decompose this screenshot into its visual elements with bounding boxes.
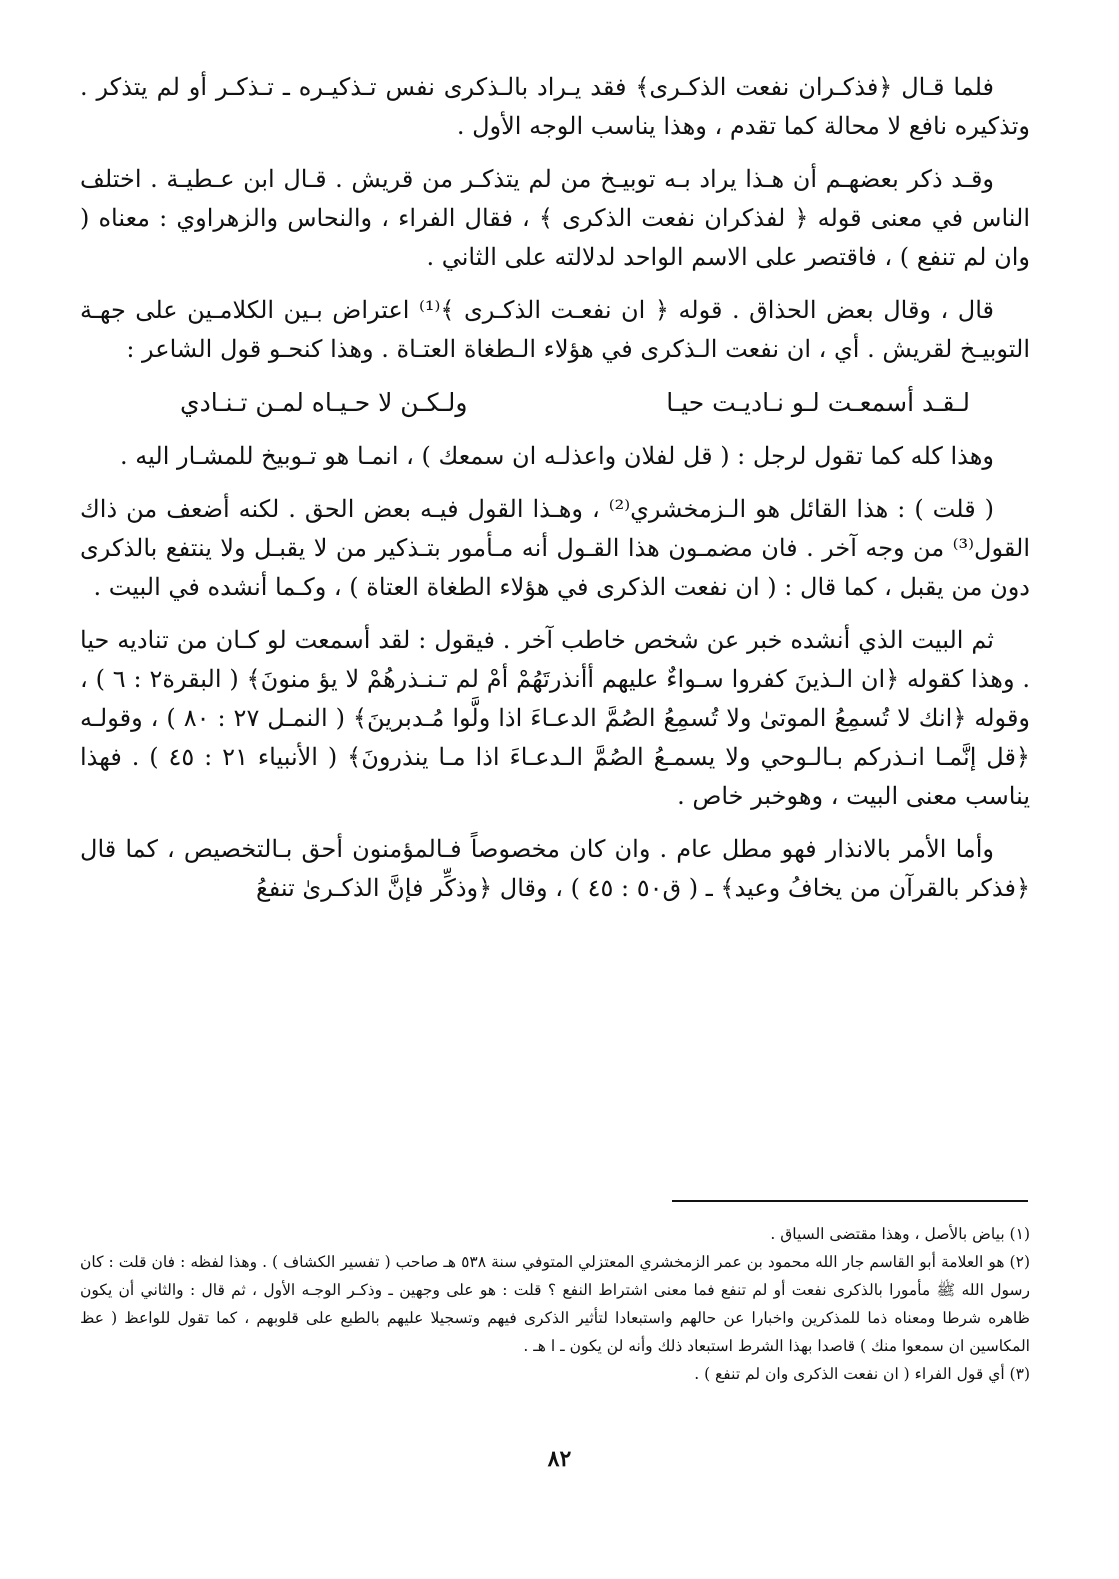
footnote-1: (١) بياض بالأصل ، وهذا مقتضى السياق . bbox=[770, 1225, 1030, 1243]
page-number: ٨٢ bbox=[547, 1446, 572, 1472]
paragraph-4: وهذا كله كما تقول لرجل : ( قل لفلان واعذلـه ان سمعك ) ، انمـا هو تـوبيخ للمشـار اليه . bbox=[120, 442, 994, 470]
footnote-separator bbox=[672, 1200, 1028, 1202]
footnote-2: (٢) هو العلامة أبو القاسم جار الله محمود بن عمر الزمخشري المعتزلي المتوفي سنة ٥٣٨ هـ صاحب ( تفسير الكشاف ) . وهذا لفظه : فان قلت : كان رسول الله ﷺ مأمورا بالذكرى نفعت أو لم تنفع فما معنى اشتراط النفع ؟ قلت : هو على وجهين ـ وذكـر الوجـه الأول ، ثم قال : والثاني أن يكون ظاهره شرطا ومعناه ذما للمذكرين واخبارا عن حالهم واستبعادا لتأثير الذكرى فيهم وتسجيلا عليهم بالطبع على قلوبهم ، كما تقول للواعظ ( عظ المكاسين ان سمعوا منك ) قاصدا بهذا الشرط استبعاد ذلك وأنه لن يكون ـ ا هـ . bbox=[80, 1253, 1030, 1355]
main-text bbox=[80, 68, 1030, 922]
paragraph-3: قال ، وقال بعض الحذاق . قوله ﴿ ان نفعـت الذكـرى ﴾⁽¹⁾ اعتراض بـين الكلامـين على جهـة التوبيـخ لقريش . أي ، ان نفعت الـذكرى في هؤلاء الـطغاة العتـاة . وهذا كنحـو قول الشاعر : bbox=[80, 296, 1030, 363]
footnote-3: (٣) أي قول الفراء ( ان نفعت الذكرى وان لم تنفع ) . bbox=[694, 1365, 1030, 1383]
paragraph-6: ثم البيت الذي أنشده خبر عن شخص خاطب آخر . فيقول : لقد أسمعت لو كـان من تناديه حيا . وهذا كقوله ﴿ان الـذينَ كفروا سـواءٌ عليهم أأنذرتَهُمْ أمْ لم تـنـذرهُمْ لا يؤ منونَ﴾ ( البقرة٢ : ٦ ) ، وقوله ﴿انك لا تُسمِعُ الموتىٰ ولا تُسمِعُ الصُمَّ الدعـاءَ اذا ولَّوا مُـدبرينَ﴾ ( النمـل ٢٧ : ٨٠ ) ، وقولـه ﴿قل إنَّمـا انـذركم بـالـوحي ولا يسمـعُ الصُمَّ الـدعـاءَ اذا مـا ينذرونَ﴾ ( الأنبياء ٢١ : ٤٥ ) . فهذا يناسب معنى البيت ، وهوخبر خاص . bbox=[80, 626, 1031, 810]
footnotes bbox=[80, 1220, 1030, 1388]
paragraph-2: وقـد ذكر بعضهـم أن هـذا يراد بـه توبيـخ من لم يتذكـر من قريش . قـال ابن عـطيـة . اختلف الناس في معنى قوله ﴿ لفذكران نفعت الذكرى ﴾ ، فقال الفراء ، والنحاس والزهراوي : معناه ( وان لم تنفع ) ، فاقتصر على الاسم الواحد لدلالته على الثاني . bbox=[80, 165, 1030, 271]
paragraph-7: وأما الأمر بالانذار فهو مطل عام . وان كان مخصوصاً فـالمؤمنون أحق بـالتخصيص ، كما قال ﴿فذكر بالقرآن من يخافُ وعيد﴾ ـ ( ق٥٠ : ٤٥ ) ، وقال ﴿وذكِّر فإنَّ الذكـرىٰ تنفعُ bbox=[80, 835, 1030, 902]
verse-first-hemistich: لـقـد أسمعـت لـو نـاديـت حيـا bbox=[666, 388, 970, 417]
verse-second-hemistich: ولـكـن لا حـيـاه لمـن تـنـادي bbox=[180, 388, 468, 417]
paragraph-5: ( قلت ) : هذا القائل هو الـزمخشري⁽²⁾ ، وهـذا القول فيـه بعض الحق . لكنه أضعف من ذاك القول⁽³⁾ من وجه آخر . فان مضمـون هذا القـول أنه مـأمور بتـذكير من لا يقبـل ولا ينتفع بالذكرى دون من يقبل ، كما قال : ( ان نفعت الذكرى في هؤلاء الطغاة العتاة ) ، وكـما أنشده في البيت . bbox=[80, 495, 1030, 601]
paragraph-1: فلما قـال ﴿فذكـران نفعت الذكـرى﴾ فقد يـراد بالـذكرى نفس تـذكيـره ـ تـذكـر أو لم يتذكر . وتذكيره نافع لا محالة كما تقدم ، وهذا يناسب الوجه الأول . bbox=[80, 73, 1030, 140]
poetry-verse bbox=[80, 383, 1030, 423]
